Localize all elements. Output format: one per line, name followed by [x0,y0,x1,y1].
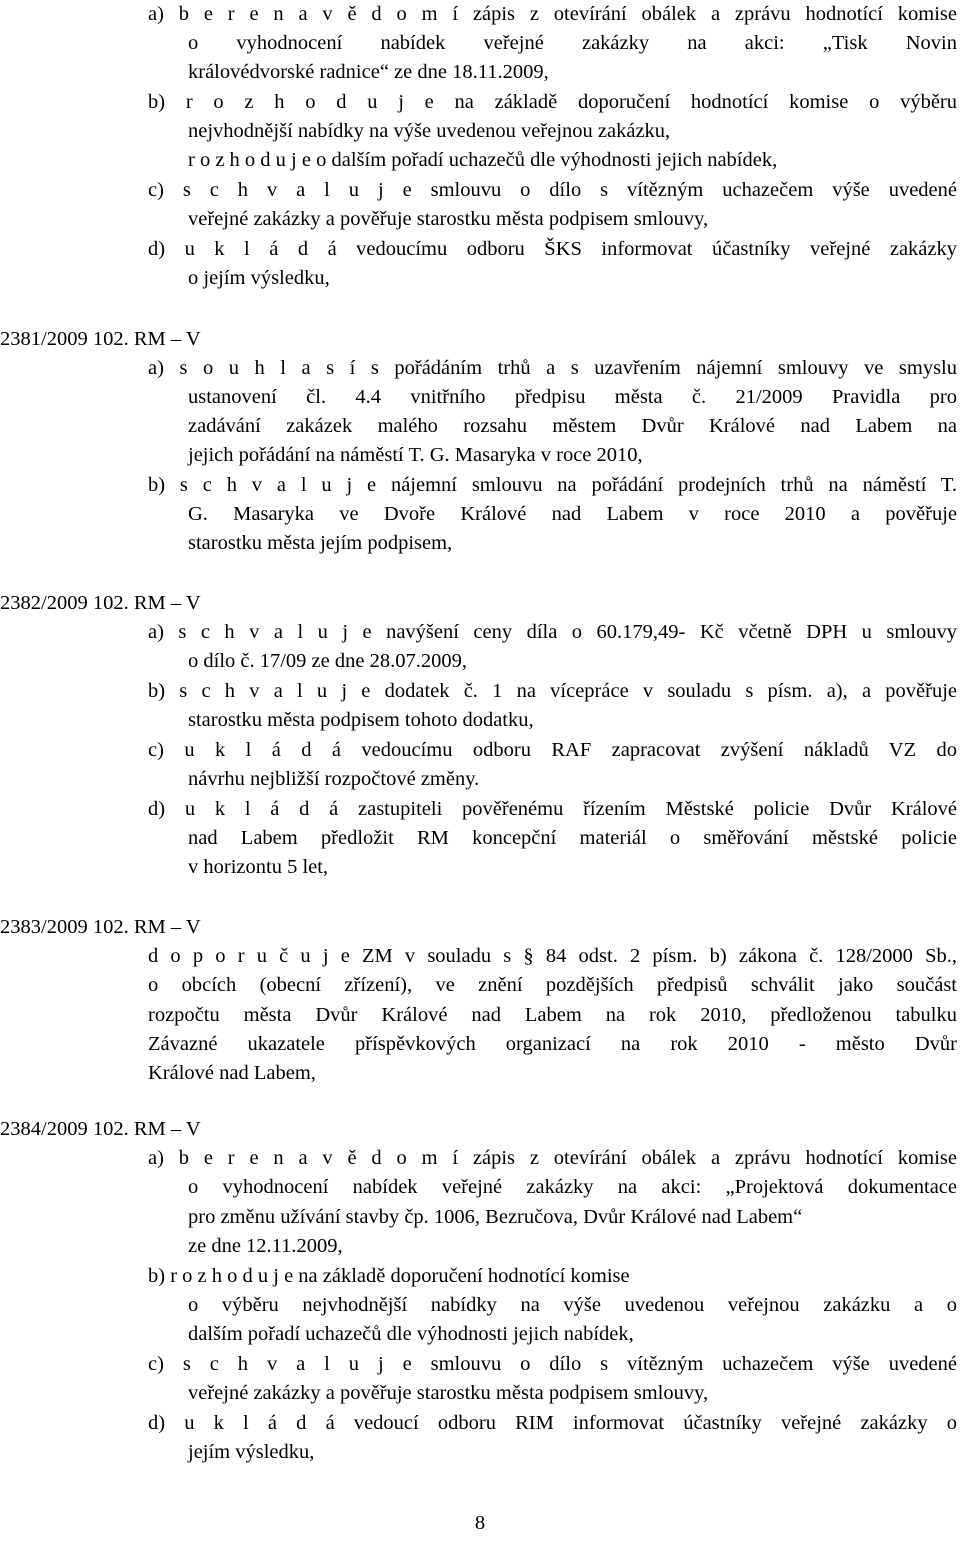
text-line: b) s c h v a l u j e dodatek č. 1 na vícepráce v souladu s písm. a), a pověřuje [148,680,957,702]
text-line: Králové nad Labem, [148,1062,316,1084]
text-line: a) s c h v a l u j e navýšení ceny díla o 60.179,49- Kč včetně DPH u smlouvy [148,621,957,643]
text-line: nad Labem předložit RM koncepční materiál o směřování městské policie [188,827,957,849]
text-line: c) s c h v a l u j e smlouvu o dílo s vítězným uchazečem výše uvedené [148,179,957,201]
text-line: jejím výsledku, [188,1441,315,1463]
text-line: o výběru nejvhodnější nabídky na výše uvedenou veřejnou zakázku a o [188,1294,957,1316]
text-line: d) u k l á d á vedoucímu odboru ŠKS informovat účastníky veřejné zakázky [148,238,957,260]
resolution-number: 2382/2009 102. RM – V [0,592,201,614]
text-line: d) u k l á d á zastupiteli pověřenému řízením Městské policie Dvůr Králové [148,798,957,820]
text-line: a) b e r e n a v ě d o m í zápis z otevírání obálek a zprávu hodnotící komise [148,1147,957,1169]
text-line: c) u k l á d á vedoucímu odboru RAF zapracovat zvýšení nákladů VZ do [148,739,957,761]
text-line: b) s c h v a l u j e nájemní smlouvu na pořádání prodejních trhů na náměstí T. [148,474,957,496]
text-line: starostku města podpisem tohoto dodatku, [188,709,534,731]
text-line: v horizontu 5 let, [188,856,329,878]
page-number: 8 [474,1512,486,1534]
text-line: d) u k l á d á vedoucí odboru RIM informovat účastníky veřejné zakázky o [148,1412,957,1434]
text-line: a) s o u h l a s í s pořádáním trhů a s uzavřením nájemní smlouvy ve smyslu [148,357,957,379]
text-line: veřejné zakázky a pověřuje starostku města podpisem smlouvy, [188,1382,709,1404]
text-line: o dílo č. 17/09 ze dne 28.07.2009, [188,650,467,672]
resolution-number: 2381/2009 102. RM – V [0,328,201,350]
text-line: r o z h o d u j e o dalším pořadí uchazečů dle výhodnosti jejich nabídek, [188,149,778,171]
text-line: b) r o z h o d u j e na základě doporučení hodnotící komise [148,1265,630,1287]
text-line: jejich pořádání na náměstí T. G. Masaryka v roce 2010, [188,444,643,466]
text-line: veřejné zakázky a pověřuje starostku města podpisem smlouvy, [188,208,709,230]
text-line: o jejím výsledku, [188,267,330,289]
text-line: c) s c h v a l u j e smlouvu o dílo s vítězným uchazečem výše uvedené [148,1353,957,1375]
text-line: pro změnu užívání stavby čp. 1006, Bezručova, Dvůr Králové nad Labem“ [188,1206,803,1228]
text-line: o vyhodnocení nabídek veřejné zakázky na akci: „Tisk Novin [188,32,957,54]
text-line: dalším pořadí uchazečů dle výhodnosti jejich nabídek, [188,1323,634,1345]
text-line: zadávání zakázek malého rozsahu městem Dvůr Králové nad Labem na [188,415,957,437]
text-line: rozpočtu města Dvůr Králové nad Labem na rok 2010, předloženou tabulku [148,1004,957,1026]
resolution-number: 2383/2009 102. RM – V [0,916,201,938]
text-line: starostku města jejím podpisem, [188,532,453,554]
text-line: d o p o r u č u j e ZM v souladu s § 84 odst. 2 písm. b) zákona č. 128/2000 Sb., [148,945,957,967]
text-line: královédvorské radnice“ ze dne 18.11.2009, [188,61,549,83]
text-line: G. Masaryka ve Dvoře Králové nad Labem v roce 2010 a pověřuje [188,503,957,525]
text-line: ustanovení čl. 4.4 vnitřního předpisu města č. 21/2009 Pravidla pro [188,386,957,408]
text-line: b) r o z h o d u j e na základě doporučení hodnotící komise o výběru [148,91,957,113]
text-line: a) b e r e n a v ě d o m í zápis z otevírání obálek a zprávu hodnotící komise [148,3,957,25]
text-line: návrhu nejbližší rozpočtové změny. [188,768,480,790]
text-line: o obcích (obecní zřízení), ve znění pozdějších předpisů schválit jako součást [148,974,957,996]
text-line: o vyhodnocení nabídek veřejné zakázky na akci: „Projektová dokumentace [188,1176,957,1198]
text-line: Závazné ukazatele příspěvkových organizací na rok 2010 - město Dvůr [148,1033,957,1055]
text-line: nejvhodnější nabídky na výše uvedenou veřejnou zakázku, [188,120,671,142]
text-line: ze dne 12.11.2009, [188,1235,343,1257]
resolution-number: 2384/2009 102. RM – V [0,1118,201,1140]
